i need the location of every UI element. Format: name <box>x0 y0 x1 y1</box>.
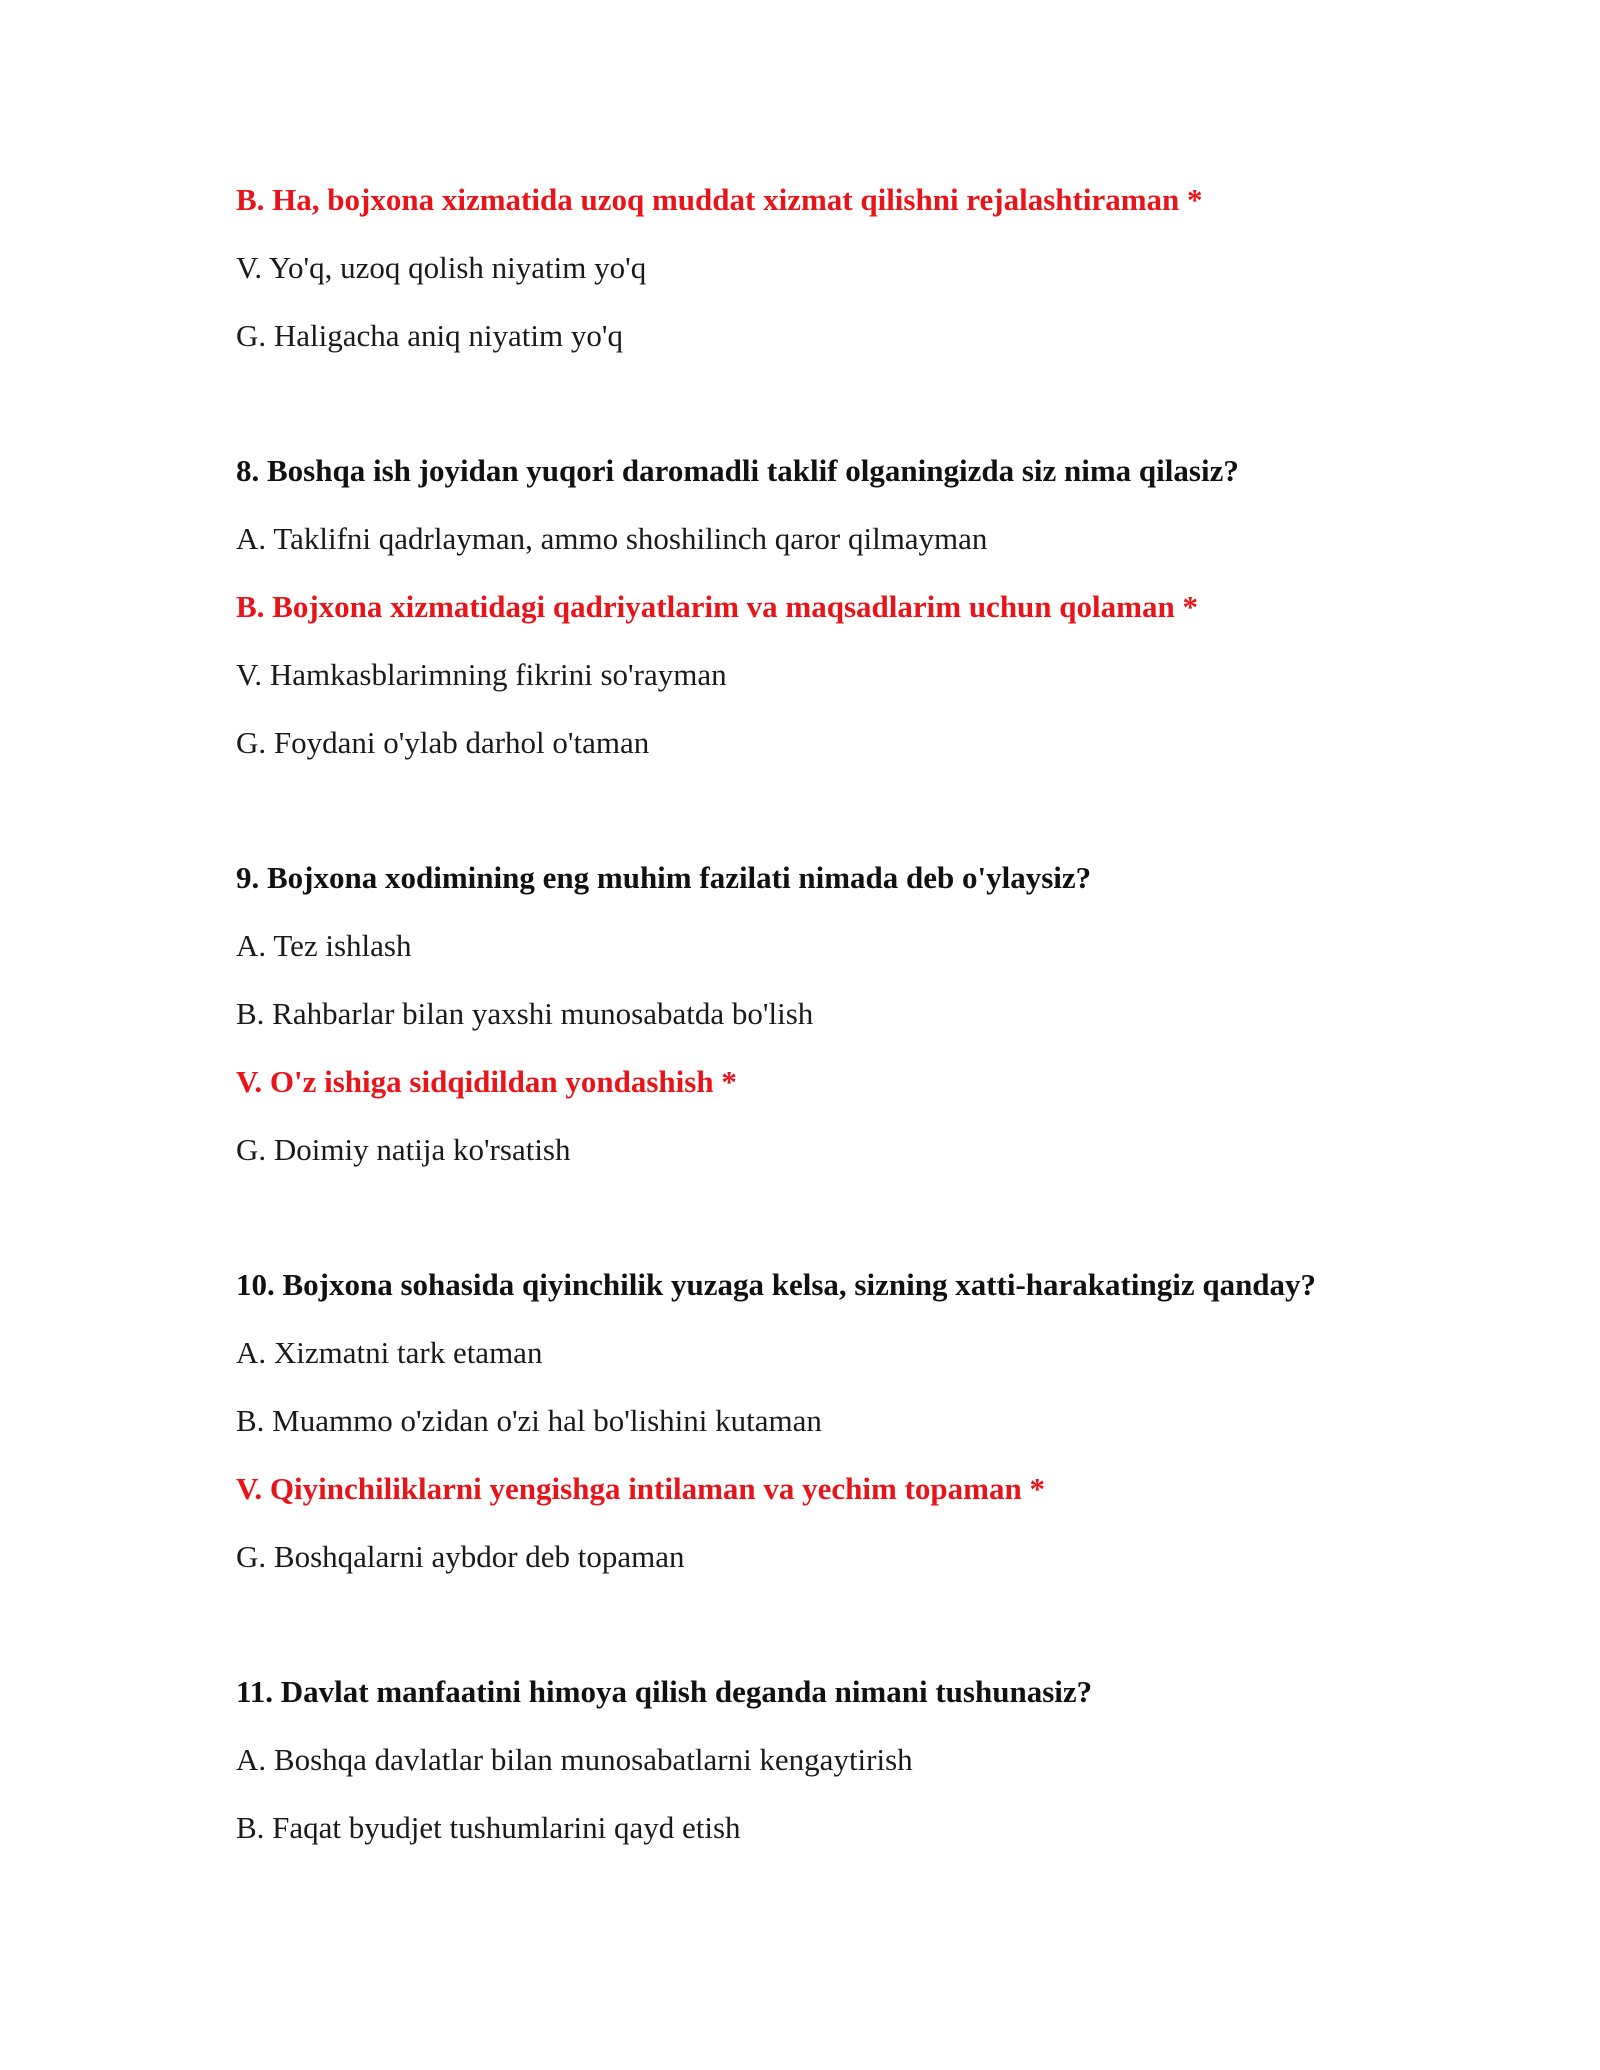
question-block-8 <box>236 451 1436 763</box>
spacer <box>236 384 1436 451</box>
answer-option: B. Rahbarlar bilan yaxshi munosabatda bo'lish <box>236 996 814 1031</box>
question-block-7 <box>236 180 1436 356</box>
spacer <box>236 1605 1436 1672</box>
question-text: 11. Davlat manfaatini himoya qilish deganda nimani tushunasiz? <box>236 1674 1093 1709</box>
answer-option: G. Boshqalarni aybdor deb topaman <box>236 1539 685 1574</box>
question-block-10 <box>236 1265 1436 1577</box>
answer-option-correct: V. Qiyinchiliklarni yengishga intilaman va yechim topaman * <box>236 1471 1045 1506</box>
answer-option: V. Hamkasblarimning fikrini so'rayman <box>236 657 727 692</box>
answer-option: G. Foydani o'ylab darhol o'taman <box>236 725 650 760</box>
answer-option-correct: B. Bojxona xizmatidagi qadriyatlarim va maqsadlarim uchun qolaman * <box>236 589 1198 624</box>
answer-option-correct: V. O'z ishiga sidqidildan yondashish * <box>236 1064 737 1099</box>
spacer <box>236 791 1436 858</box>
question-text: 9. Bojxona xodimining eng muhim fazilati nimada deb o'ylaysiz? <box>236 860 1092 895</box>
question-text: 8. Boshqa ish joyidan yuqori daromadli taklif olganingizda siz nima qilasiz? <box>236 453 1239 488</box>
answer-option: B. Muammo o'zidan o'zi hal bo'lishini kutaman <box>236 1403 822 1438</box>
answer-option: A. Tez ishlash <box>236 928 412 963</box>
question-block-9 <box>236 858 1436 1170</box>
answer-option: G. Haligacha aniq niyatim yo'q <box>236 318 623 353</box>
quiz-content <box>236 180 1436 1876</box>
answer-option: A. Boshqa davlatlar bilan munosabatlarni kengaytirish <box>236 1742 913 1777</box>
question-text: 10. Bojxona sohasida qiyinchilik yuzaga kelsa, sizning xatti-harakatingiz qanday? <box>236 1267 1317 1302</box>
answer-option: G. Doimiy natija ko'rsatish <box>236 1132 571 1167</box>
answer-option-correct: B. Ha, bojxona xizmatida uzoq muddat xizmat qilishni rejalashtiraman * <box>236 182 1203 217</box>
spacer <box>236 1198 1436 1265</box>
answer-option: A. Xizmatni tark etaman <box>236 1335 543 1370</box>
answer-option: A. Taklifni qadrlayman, ammo shoshilinch qaror qilmayman <box>236 521 988 556</box>
answer-option: V. Yo'q, uzoq qolish niyatim yo'q <box>236 250 647 285</box>
question-block-11 <box>236 1672 1436 1848</box>
answer-option: B. Faqat byudjet tushumlarini qayd etish <box>236 1810 741 1845</box>
